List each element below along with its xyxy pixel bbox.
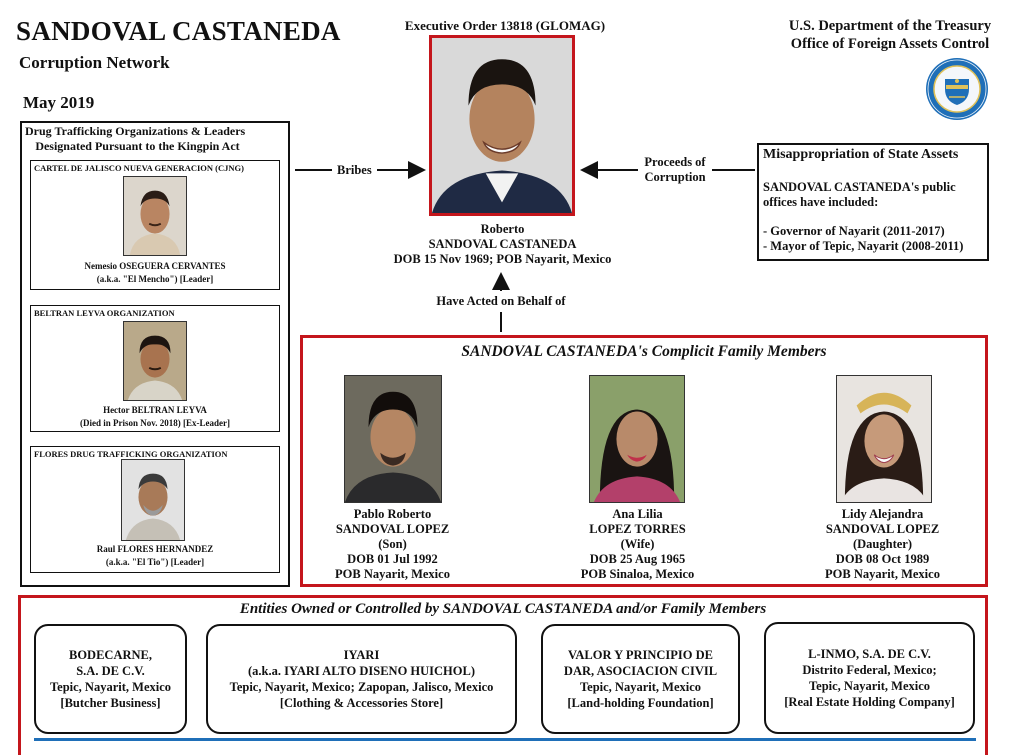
- dto-person-name: Nemesio OSEGUERA CERVANTES: [84, 261, 226, 271]
- page-subtitle: Corruption Network: [19, 53, 170, 72]
- assets-item: - Mayor of Tepic, Nayarit (2008-2011): [763, 239, 964, 253]
- agency-line1: U.S. Department of the Treasury: [788, 18, 992, 34]
- date-label: May 2019: [23, 93, 95, 112]
- entity-line: S.A. DE C.V.: [76, 664, 145, 678]
- dto-person-name: Raul FLORES HERNANDEZ: [96, 544, 214, 554]
- member-last: SANDOVAL LOPEZ: [335, 522, 450, 536]
- portrait-pablo: [344, 375, 442, 503]
- entity-line: Tepic, Nayarit, Mexico: [579, 680, 702, 694]
- entity-line: IYARI: [343, 648, 380, 662]
- center-name-line2: SANDOVAL CASTANEDA: [428, 237, 577, 251]
- member-pob: POB Sinaloa, Mexico: [580, 567, 695, 581]
- behalf-label: Have Acted on Behalf of: [436, 294, 566, 308]
- eo-label: Executive Order 13818 (GLOMAG): [404, 18, 606, 33]
- entity-line: Tepic, Nayarit, Mexico; Zapopan, Jalisco, Mexico: [229, 680, 494, 694]
- member-first: Lidy Alejandra: [841, 507, 924, 521]
- center-name-line3: DOB 15 Nov 1969; POB Nayarit, Mexico: [393, 252, 612, 266]
- portrait-lidy: [836, 375, 932, 503]
- entity-card-bodecarne: [34, 624, 187, 734]
- proceeds-label-line1: Proceeds of: [644, 155, 706, 169]
- entities-heading: Entities Owned or Controlled by SANDOVAL CASTANEDA and/or Family Members: [239, 601, 767, 617]
- dto-person-name: Hector BELTRAN LEYVA: [103, 405, 207, 415]
- member-dob: DOB 25 Aug 1965: [589, 552, 686, 566]
- member-dob: DOB 01 Jul 1992: [347, 552, 438, 566]
- family-heading: SANDOVAL CASTANEDA's Complicit Family Members: [461, 343, 827, 360]
- page-title: SANDOVAL CASTANEDA: [16, 16, 341, 46]
- entity-line: VALOR Y PRINCIPIO DE: [567, 648, 714, 662]
- entity-card-valor: [541, 624, 740, 734]
- dto-org-label: FLORES DRUG TRAFFICKING ORGANIZATION: [34, 449, 228, 459]
- dto-org-label: BELTRAN LEYVA ORGANIZATION: [34, 308, 175, 318]
- blue-divider: [34, 738, 976, 741]
- entity-line: Distrito Federal, Mexico;: [802, 663, 937, 677]
- entity-line: BODECARNE,: [69, 648, 152, 662]
- bribes-label: Bribes: [337, 163, 372, 177]
- member-pob: POB Nayarit, Mexico: [825, 567, 940, 581]
- entity-line: [Real Estate Holding Company]: [784, 695, 955, 709]
- assets-heading: Misappropriation of State Assets: [763, 147, 959, 162]
- member-relation: (Wife): [620, 537, 655, 551]
- member-last: LOPEZ TORRES: [589, 522, 686, 536]
- entity-line: L-INMO, S.A. DE C.V.: [808, 647, 931, 661]
- dto-person-note: (a.k.a. "El Tio") [Leader]: [105, 557, 205, 567]
- assets-item: - Governor of Nayarit (2011-2017): [763, 224, 945, 238]
- dto-person-note: (Died in Prison Nov. 2018) [Ex-Leader]: [80, 418, 230, 428]
- entity-card-iyari: [206, 624, 517, 734]
- portrait-ana: [589, 375, 685, 503]
- entity-line: [Butcher Business]: [60, 696, 161, 710]
- dto-person-note: (a.k.a. "El Mencho") [Leader]: [96, 274, 214, 284]
- member-relation: (Son): [378, 537, 407, 551]
- dto-heading-line2: Designated Pursuant to the Kingpin Act: [35, 139, 240, 153]
- proceeds-label-line2: Corruption: [644, 170, 706, 184]
- assets-intro-line1: SANDOVAL CASTANEDA's public: [763, 180, 956, 194]
- center-name-line1: Roberto: [480, 222, 525, 236]
- assets-intro-line2: offices have included:: [763, 195, 879, 209]
- dto-org-label: CARTEL DE JALISCO NUEVA GENERACION (CJNG): [34, 163, 244, 173]
- member-first: Ana Lilia: [612, 507, 663, 521]
- entity-line: (a.k.a. IYARI ALTO DISENO HUICHOL): [247, 664, 476, 678]
- member-dob: DOB 08 Oct 1989: [835, 552, 930, 566]
- entity-card-linmo: [764, 622, 975, 734]
- entity-line: Tepic, Nayarit, Mexico: [49, 680, 172, 694]
- entity-line: [Clothing & Accessories Store]: [279, 696, 444, 710]
- dto-heading-line1: Drug Trafficking Organizations & Leaders: [25, 124, 246, 138]
- member-pob: POB Nayarit, Mexico: [335, 567, 450, 581]
- member-first: Pablo Roberto: [353, 507, 432, 521]
- entity-line: Tepic, Nayarit, Mexico: [808, 679, 931, 693]
- agency-line2: Office of Foreign Assets Control: [790, 36, 990, 52]
- member-last: SANDOVAL LOPEZ: [825, 522, 940, 536]
- entity-line: DAR, ASOCIACION CIVIL: [563, 664, 718, 678]
- entity-line: [Land-holding Foundation]: [567, 696, 714, 710]
- member-relation: (Daughter): [852, 537, 912, 551]
